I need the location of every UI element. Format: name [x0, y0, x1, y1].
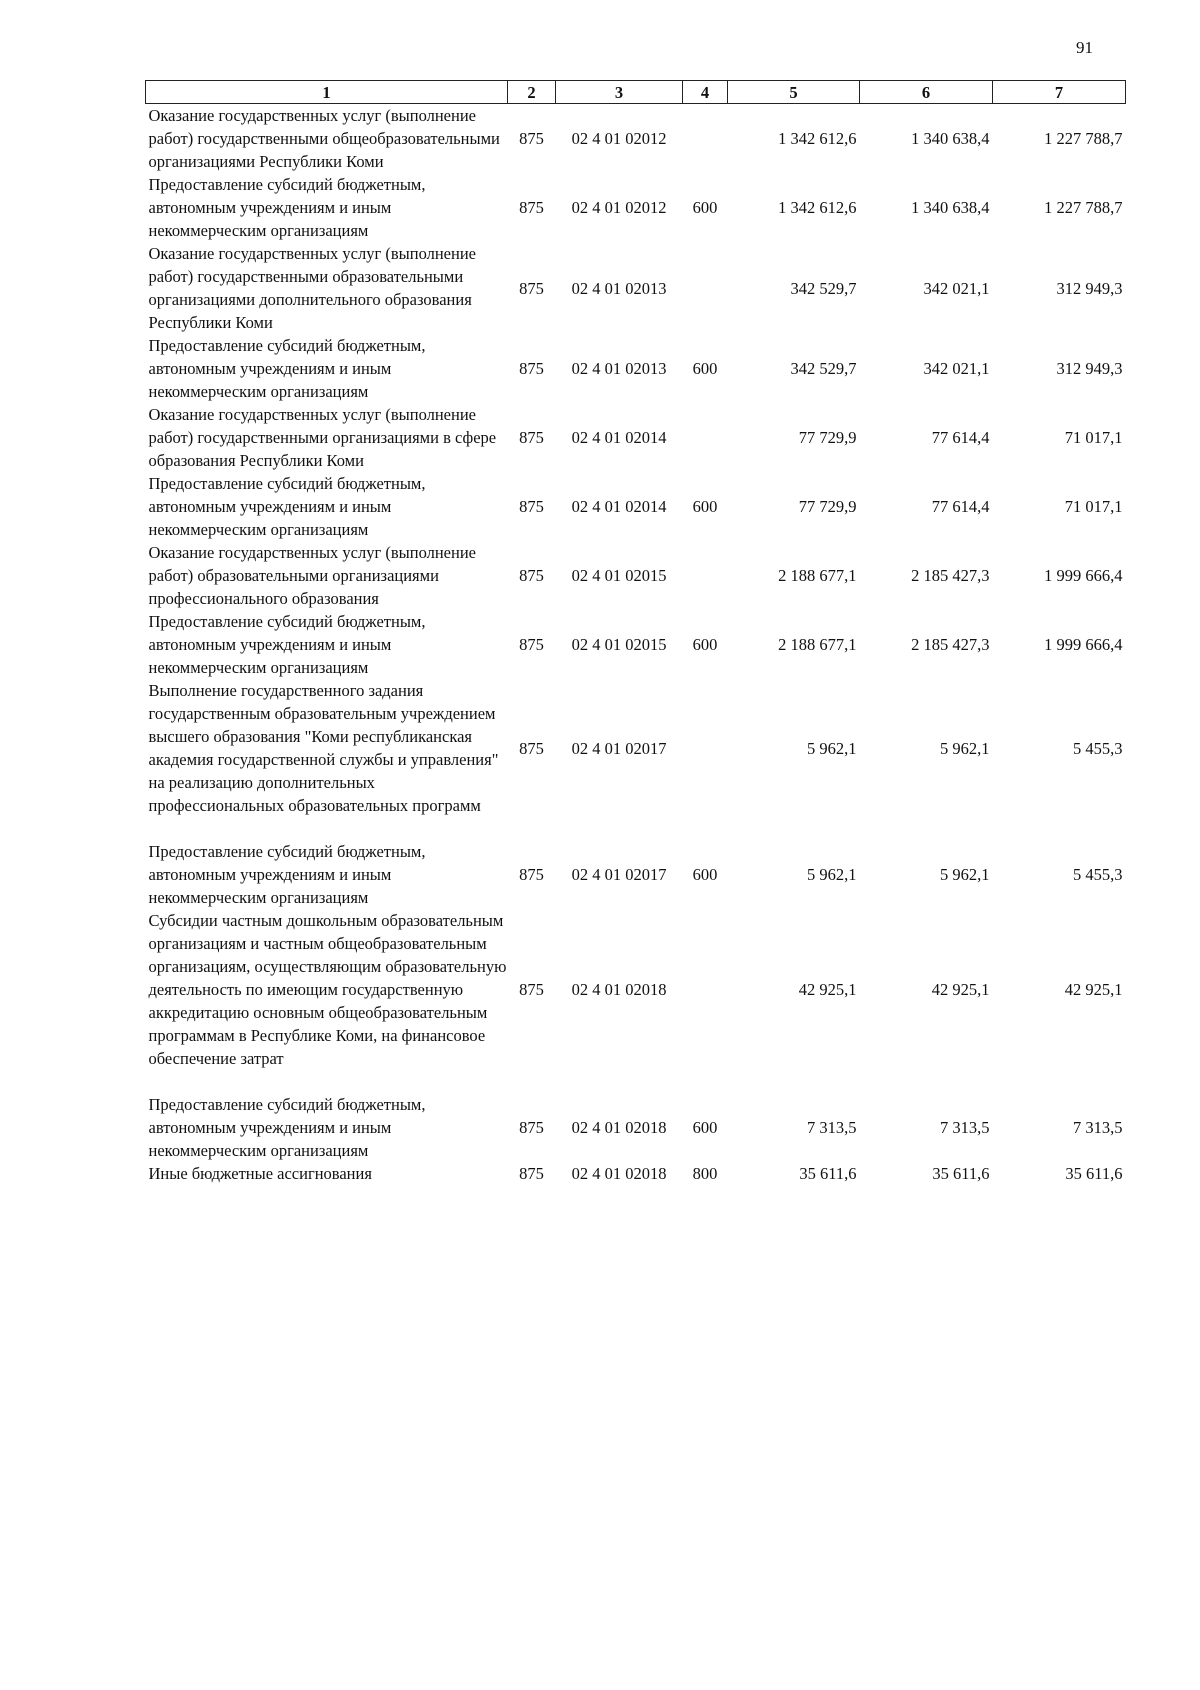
- row-name: Оказание государственных услуг (выполнение работ) государственными организациями в сфере образования Республики Коми: [148, 405, 497, 470]
- table-row: [146, 610, 1126, 679]
- row-col-7: 312 949,3: [1056, 359, 1123, 378]
- row-col-5: 342 529,7: [790, 359, 857, 378]
- header-col-7: 7: [993, 81, 1126, 104]
- row-name: Иные бюджетные ассигнования: [148, 1164, 372, 1183]
- row-col-6: 77 614,4: [931, 497, 990, 516]
- row-col-3: 02 4 01 02014: [571, 428, 667, 447]
- row-col-7: 5 455,3: [1073, 865, 1123, 884]
- row-col-3: 02 4 01 02015: [571, 635, 667, 654]
- row-col-6: 5 962,1: [940, 865, 990, 884]
- row-col-3: 02 4 01 02017: [571, 865, 667, 884]
- budget-table-container: [145, 80, 1126, 1185]
- row-col-7: 1 227 788,7: [1044, 129, 1123, 148]
- row-col-7: 5 455,3: [1073, 738, 1123, 758]
- table-row: [146, 403, 1126, 472]
- row-col-5: 5 962,1: [807, 738, 857, 758]
- row-col-6: 342 021,1: [923, 278, 990, 298]
- row-name: Предоставление субсидий бюджетным, автономным учреждениям и иным некоммерческим организациям: [148, 1095, 426, 1160]
- row-col-4: [683, 541, 728, 610]
- row-col-4: 600: [692, 1118, 718, 1137]
- table-row: [146, 104, 1126, 174]
- row-col-5: 342 529,7: [790, 278, 857, 298]
- row-col-4: 600: [692, 635, 718, 654]
- header-col-2: 2: [508, 81, 556, 104]
- row-col-5: 35 611,6: [799, 1164, 857, 1183]
- table-body: [146, 104, 1126, 1186]
- row-col-6: 77 614,4: [931, 428, 990, 447]
- row-name: Выполнение государственного задания государственным образовательным учреждением высшего образования "Коми республиканская академия государственной службы и управления" на реализацию дополнительных профессиональных образовательных программ: [148, 681, 499, 815]
- row-col-5: 7 313,5: [807, 1118, 857, 1137]
- row-name: Предоставление субсидий бюджетным, автономным учреждениям и иным некоммерческим организациям: [148, 842, 426, 907]
- row-col-6: 42 925,1: [931, 980, 990, 999]
- table-row: [146, 242, 1126, 334]
- row-name: Оказание государственных услуг (выполнение работ) государственными образовательными организациями дополнительного образования Республики Коми: [148, 244, 476, 332]
- row-col-5: 5 962,1: [807, 865, 857, 884]
- table-row: [146, 840, 1126, 909]
- row-col-3: 02 4 01 02018: [571, 1118, 667, 1137]
- row-col-3: 02 4 01 02014: [571, 497, 667, 516]
- row-col-2: 875: [519, 1118, 544, 1137]
- row-name: Оказание государственных услуг (выполнение работ) государственными общеобразовательными организациями Республики Коми: [148, 106, 500, 171]
- row-col-5: 42 925,1: [798, 980, 857, 999]
- row-col-6: 5 962,1: [940, 738, 990, 758]
- row-col-3: 02 4 01 02015: [571, 566, 667, 585]
- row-col-5: 1 342 612,6: [778, 198, 857, 217]
- row-col-7: 71 017,1: [1064, 428, 1123, 447]
- row-name: Предоставление субсидий бюджетным, автономным учреждениям и иным некоммерческим организациям: [148, 336, 426, 401]
- header-col-4: 4: [683, 81, 728, 104]
- row-name: Предоставление субсидий бюджетным, автономным учреждениям и иным некоммерческим организациям: [148, 474, 426, 539]
- row-name: Субсидии частным дошкольным образовательным организациям и частным общеобразовательным организациям, осуществляющим образовательную деятельность по имеющим государственную аккредитацию основным общеобразовательным программам в Республике Коми, на финансовое обеспечение затрат: [148, 911, 507, 1068]
- row-col-7: 7 313,5: [1073, 1118, 1123, 1137]
- row-col-2: 875: [519, 980, 544, 999]
- row-name: Предоставление субсидий бюджетным, автономным учреждениям и иным некоммерческим организациям: [148, 175, 426, 240]
- header-col-5: 5: [728, 81, 860, 104]
- row-col-3: 02 4 01 02018: [571, 1164, 667, 1183]
- header-col-3: 3: [556, 81, 683, 104]
- row-col-2: 875: [519, 428, 544, 447]
- row-col-4: [683, 242, 728, 334]
- row-col-7: 71 017,1: [1064, 497, 1123, 516]
- row-col-5: 2 188 677,1: [778, 635, 857, 654]
- row-col-4: [683, 679, 728, 840]
- table-row: [146, 1162, 1126, 1185]
- row-col-7: 1 227 788,7: [1044, 198, 1123, 217]
- row-col-3: 02 4 01 02018: [571, 980, 667, 999]
- row-col-2: 875: [519, 1164, 544, 1183]
- row-col-6: 342 021,1: [923, 359, 990, 378]
- row-col-4: 600: [692, 198, 718, 217]
- budget-table: [145, 80, 1126, 1185]
- table-row: [146, 334, 1126, 403]
- header-row: [146, 81, 1126, 104]
- row-col-4: 600: [692, 359, 718, 378]
- row-col-6: 35 611,6: [932, 1164, 990, 1183]
- row-col-3: 02 4 01 02013: [571, 278, 667, 298]
- row-col-5: 2 188 677,1: [778, 566, 857, 585]
- row-col-4: [683, 403, 728, 472]
- table-row: [146, 472, 1126, 541]
- row-col-2: 875: [519, 566, 544, 585]
- table-row: [146, 679, 1126, 840]
- row-col-2: 875: [519, 198, 544, 217]
- row-col-6: 1 340 638,4: [911, 198, 990, 217]
- row-col-5: 77 729,9: [798, 497, 857, 516]
- row-col-2: 875: [519, 865, 544, 884]
- row-name: Оказание государственных услуг (выполнение работ) образовательными организациями профессионального образования: [148, 543, 476, 608]
- row-col-2: 875: [519, 738, 544, 758]
- row-col-4: 600: [692, 497, 718, 516]
- row-col-5: 77 729,9: [798, 428, 857, 447]
- row-col-2: 875: [519, 635, 544, 654]
- row-col-4: 600: [692, 865, 718, 884]
- row-col-2: 875: [519, 497, 544, 516]
- row-col-2: 875: [519, 278, 544, 298]
- header-col-1: 1: [146, 81, 508, 104]
- row-col-4: 800: [692, 1164, 718, 1183]
- row-col-6: 1 340 638,4: [911, 129, 990, 148]
- table-header: [146, 81, 1126, 104]
- row-col-4: [683, 909, 728, 1093]
- row-col-6: 2 185 427,3: [911, 635, 990, 654]
- table-row: [146, 173, 1126, 242]
- row-col-7: 1 999 666,4: [1044, 635, 1123, 654]
- row-name: Предоставление субсидий бюджетным, автономным учреждениям и иным некоммерческим организациям: [148, 612, 426, 677]
- table-row: [146, 1093, 1126, 1162]
- row-col-3: 02 4 01 02012: [571, 129, 667, 148]
- row-col-7: 312 949,3: [1056, 278, 1123, 298]
- page-number: 91: [1076, 38, 1093, 57]
- row-col-3: 02 4 01 02012: [571, 198, 667, 217]
- row-col-7: 1 999 666,4: [1044, 566, 1123, 585]
- row-col-6: 7 313,5: [940, 1118, 990, 1137]
- row-col-4: [683, 104, 728, 174]
- row-col-7: 35 611,6: [1065, 1164, 1123, 1183]
- row-col-5: 1 342 612,6: [778, 129, 857, 148]
- table-row: [146, 909, 1126, 1093]
- row-col-3: 02 4 01 02017: [571, 738, 667, 758]
- row-col-7: 42 925,1: [1064, 980, 1123, 999]
- row-col-2: 875: [519, 359, 544, 378]
- row-col-2: 875: [519, 129, 544, 148]
- row-col-3: 02 4 01 02013: [571, 359, 667, 378]
- row-col-6: 2 185 427,3: [911, 566, 990, 585]
- header-col-6: 6: [860, 81, 993, 104]
- table-row: [146, 541, 1126, 610]
